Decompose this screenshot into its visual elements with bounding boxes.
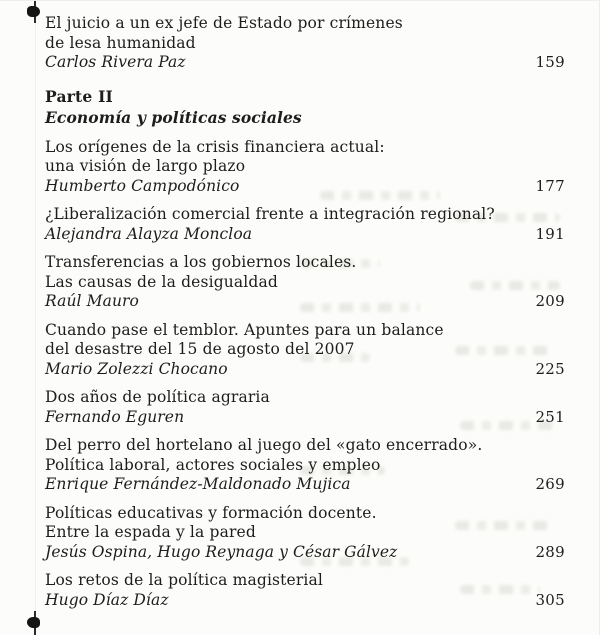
scan-mark-artifact bbox=[27, 6, 40, 17]
entry-author: Enrique Fernández-Maldonado Mujica bbox=[45, 475, 351, 493]
toc-entry bbox=[45, 321, 565, 380]
entry-author: Humberto Campodónico bbox=[45, 176, 240, 195]
entry-author: Mario Zolezzi Chocano bbox=[45, 359, 228, 378]
entry-author: Carlos Rivera Paz bbox=[45, 53, 186, 71]
entry-title-line: de lesa humanidad bbox=[45, 33, 196, 52]
entry-title-line: del desastre del 15 de agosto del 2007 bbox=[45, 340, 355, 358]
entry-page-number: 209 bbox=[535, 292, 565, 310]
entry-title-line: Dos años de política agraria bbox=[45, 388, 270, 406]
entry-title-line: Políticas educativas y formación docente. bbox=[45, 503, 377, 522]
part-heading bbox=[45, 87, 565, 129]
entry-title-line: una visión de largo plazo bbox=[45, 157, 246, 175]
toc-entry bbox=[45, 388, 565, 427]
toc-entry bbox=[45, 205, 565, 244]
entry-page-number: 269 bbox=[535, 475, 565, 493]
entry-title-line: Los retos de la política magisterial bbox=[45, 571, 324, 589]
entry-author: Fernando Eguren bbox=[45, 407, 185, 426]
toc-entry bbox=[45, 14, 565, 73]
entry-page-number: 251 bbox=[535, 407, 565, 426]
entry-title-line: Entre la espada y la pared bbox=[45, 523, 256, 541]
toc-entry bbox=[45, 436, 565, 495]
entry-author: Raúl Mauro bbox=[45, 292, 139, 310]
entry-author: Jesús Ospina, Hugo Reynaga y César Gálvez bbox=[45, 542, 398, 561]
entry-title-line: Las causas de la desigualdad bbox=[45, 272, 278, 291]
entry-page-number: 191 bbox=[535, 224, 565, 243]
scan-fold-line-artifact bbox=[35, 1, 36, 635]
entry-author: Alejandra Alayza Moncloa bbox=[45, 224, 253, 243]
entry-title-line: Política laboral, actores sociales y empleo bbox=[45, 455, 381, 474]
toc-entry bbox=[45, 504, 565, 563]
toc-entry bbox=[45, 253, 565, 312]
entry-title-line: Cuando pase el temblor. Apuntes para un balance bbox=[45, 320, 444, 339]
toc-entry bbox=[45, 138, 565, 197]
scan-mark-artifact bbox=[27, 617, 40, 628]
entry-page-number: 159 bbox=[535, 53, 565, 71]
entry-title-line: ¿Liberalización comercial frente a integración regional? bbox=[45, 205, 495, 223]
part-label: Parte II bbox=[45, 86, 113, 106]
entry-title-line: Los orígenes de la crisis financiera actual: bbox=[45, 137, 385, 156]
entry-title-line: Del perro del hortelano al juego del «gato encerrado». bbox=[45, 436, 483, 454]
entry-page-number: 289 bbox=[535, 542, 565, 561]
entry-page-number: 225 bbox=[535, 359, 565, 378]
entry-title-line: El juicio a un ex jefe de Estado por crímenes bbox=[45, 14, 403, 32]
toc-content bbox=[45, 14, 565, 619]
toc-entry bbox=[45, 571, 565, 610]
entry-author: Hugo Díaz Díaz bbox=[45, 590, 169, 609]
entry-page-number: 177 bbox=[535, 176, 565, 195]
entry-title-line: Transferencias a los gobiernos locales. bbox=[45, 253, 357, 271]
part-title: Economía y políticas sociales bbox=[45, 107, 302, 127]
entry-page-number: 305 bbox=[535, 590, 565, 609]
